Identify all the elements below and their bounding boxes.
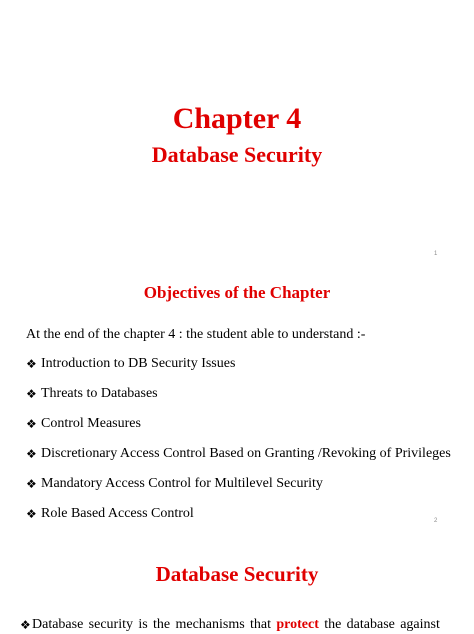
slide-objectives — [0, 266, 474, 532]
list-item — [26, 385, 451, 415]
slide-number: 1 — [434, 251, 438, 257]
diamond-star-bullet-icon: ❖ — [26, 417, 37, 431]
diamond-star-bullet-icon: ❖ — [26, 357, 37, 371]
definition-line — [20, 616, 440, 634]
diamond-star-bullet-icon: ❖ — [26, 447, 37, 461]
objectives-title: Objectives of the Chapter — [143, 283, 331, 302]
word: Database — [32, 617, 84, 632]
word: against — [400, 617, 440, 632]
slide-database-security — [0, 532, 474, 632]
word: that — [250, 617, 272, 632]
list-item-text: Introduction to DB Security Issues — [41, 356, 236, 371]
word: mechanisms — [175, 617, 245, 632]
slide-number: 2 — [434, 518, 438, 524]
list-item — [26, 355, 451, 385]
database-security-title: Database Security — [155, 562, 319, 586]
word: database — [346, 617, 395, 632]
word: security — [88, 617, 133, 632]
objectives-intro: At the end of the chapter 4 : the student able to understand :- — [26, 327, 366, 342]
word: is — [138, 617, 148, 632]
slide-title — [0, 0, 474, 266]
diamond-star-bullet-icon: ❖ — [26, 387, 37, 401]
chapter-title: Chapter 4 — [172, 102, 302, 135]
list-item-text: Discretionary Access Control Based on Granting /Revoking of Privileges — [41, 446, 451, 461]
list-item-text: Mandatory Access Control for Multilevel Security — [41, 476, 323, 491]
list-item — [26, 445, 451, 475]
chapter-subtitle: Database Security — [151, 142, 323, 167]
list-item-text: Threats to Databases — [41, 386, 158, 401]
word: the — [153, 617, 171, 632]
diamond-star-bullet-icon: ❖ — [26, 477, 37, 491]
definition-text — [32, 616, 440, 634]
highlighted-word: protect — [276, 617, 319, 632]
objectives-list — [26, 355, 451, 535]
list-item — [26, 415, 451, 445]
list-item — [26, 475, 451, 505]
list-item — [26, 505, 451, 535]
list-item-text: Control Measures — [41, 416, 141, 431]
diamond-star-bullet-icon: ❖ — [20, 618, 31, 632]
word: the — [324, 617, 342, 632]
diamond-star-bullet-icon: ❖ — [26, 507, 37, 521]
list-item-text: Role Based Access Control — [41, 506, 194, 521]
